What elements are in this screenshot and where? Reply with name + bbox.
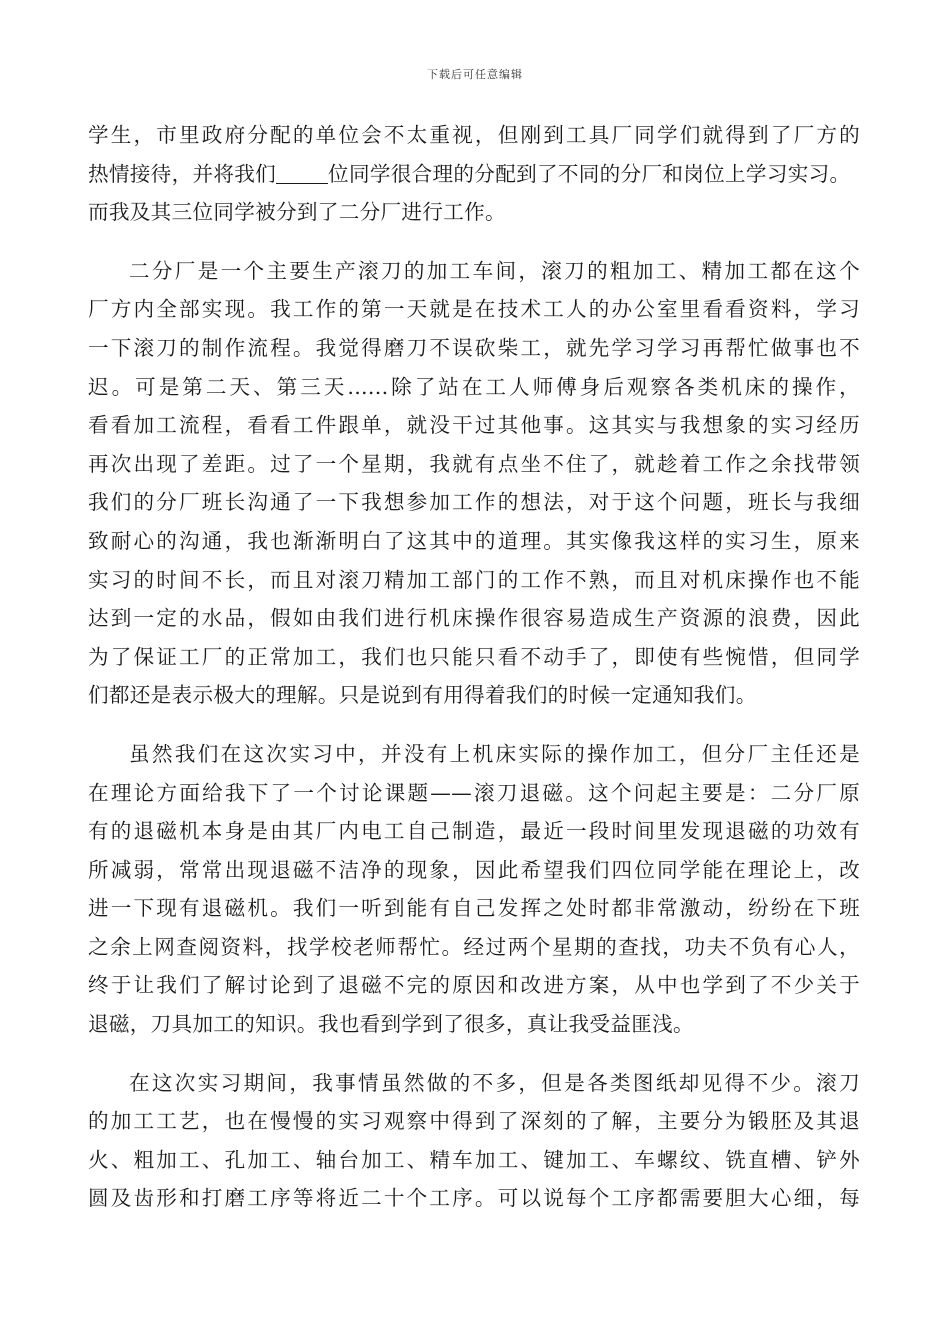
text-line: 二分厂是一个主要生产滚刀的加工车间，滚刀的粗加工、精加工都在这个 <box>129 258 860 283</box>
text-line: 我们的分厂班长沟通了一下我想参加工作的想法，对于这个问题，班长与我细 <box>88 490 860 515</box>
text-line: 达到一定的水品，假如由我们进行机床操作很容易造成生产资源的浪费，因此 <box>88 606 860 631</box>
paragraph-4 <box>88 1064 860 1218</box>
text-line: 为了保证工厂的正常加工，我们也只能只看不动手了，即使有些惋惜，但同学 <box>88 644 860 669</box>
text-line: 再次出现了差距。过了一个星期，我就有点坐不住了，就趁着工作之余找带领 <box>88 451 860 476</box>
text-line: 虽然我们在这次实习中，并没有上机床实际的操作加工，但分厂主任还是 <box>129 741 860 766</box>
text-line: 在理论方面给我下了一个讨论课题——滚刀退磁。这个问起主要是：二分厂原 <box>88 780 860 805</box>
text-line: 厂方内全部实现。我工作的第一天就是在技术工人的办公室里看看资料，学习 <box>88 297 860 322</box>
text-line: 看看加工流程，看看工件跟单，就没干过其他事。这其实与我想象的实习经历 <box>88 413 860 438</box>
text-line: 们都还是表示极大的理解。只是说到有用得着我们的时候一定通知我们。 <box>88 683 757 708</box>
document-body <box>88 116 860 1218</box>
text-line: 而我及其三位同学被分到了二分厂进行工作。 <box>88 200 506 225</box>
text-line: 一下滚刀的制作流程。我觉得磨刀不误砍柴工，就先学习学习再帮忙做事也不 <box>88 335 860 360</box>
text-line: 之余上网查阅资料，找学校老师帮忙。经过两个星期的查找，功夫不负有心人， <box>88 934 860 959</box>
fill-in-blank <box>276 163 328 184</box>
text-line: 圆及齿形和打磨工序等将近二十个工序。可以说每个工序都需要胆大心细，每 <box>88 1186 860 1211</box>
text-line: 有的退磁机本身是由其厂内电工自己制造，最近一段时间里发现退磁的功效有 <box>88 819 860 844</box>
text-line: 退磁，刀具加工的知识。我也看到学到了很多，真让我受益匪浅。 <box>88 1012 694 1037</box>
paragraph-2 <box>88 252 860 715</box>
text-line: 实习的时间不长，而且对滚刀精加工部门的工作不熟，而且对机床操作也不能 <box>88 567 860 592</box>
text-line: 致耐心的沟通，我也渐渐明白了这其中的道理。其实像我这样的实习生，原来 <box>88 528 860 553</box>
text-line: 进一下现有退磁机。我们一听到能有自己发挥之处时都非常激动，纷纷在下班 <box>88 896 860 921</box>
text-line: 终于让我们了解讨论到了退磁不完的原因和改进方案，从中也学到了不少关于 <box>88 973 860 998</box>
page-header: 下载后可任意编辑 <box>427 68 523 81</box>
paragraph-3 <box>88 735 860 1044</box>
text-line: 迟。可是第二天、第三天......除了站在工人师傅身后观察各类机床的操作， <box>88 374 860 399</box>
paragraph-1 <box>88 116 860 232</box>
text-line: 的加工工艺，也在慢慢的实习观察中得到了深刻的了解，主要分为锻胚及其退 <box>88 1109 860 1134</box>
text-fragment: 位同学很合理的分配到了不同的分厂和岗位上学习实习。 <box>328 161 851 186</box>
text-line: 所减弱，常常出现退磁不洁净的现象，因此希望我们四位同学能在理论上，改 <box>88 857 860 882</box>
text-line: 学生，市里政府分配的单位会不太重视，但刚到工具厂同学们就得到了厂方的 <box>88 123 860 147</box>
text-line: 在这次实习期间，我事情虽然做的不多，但是各类图纸却见得不少。滚刀 <box>129 1070 860 1095</box>
text-fragment: 热情接待，并将我们 <box>88 161 277 186</box>
text-line: 火、粗加工、孔加工、轴台加工、精车加工、键加工、车螺纹、铣直槽、铲外 <box>88 1147 860 1172</box>
text-line <box>88 155 860 194</box>
